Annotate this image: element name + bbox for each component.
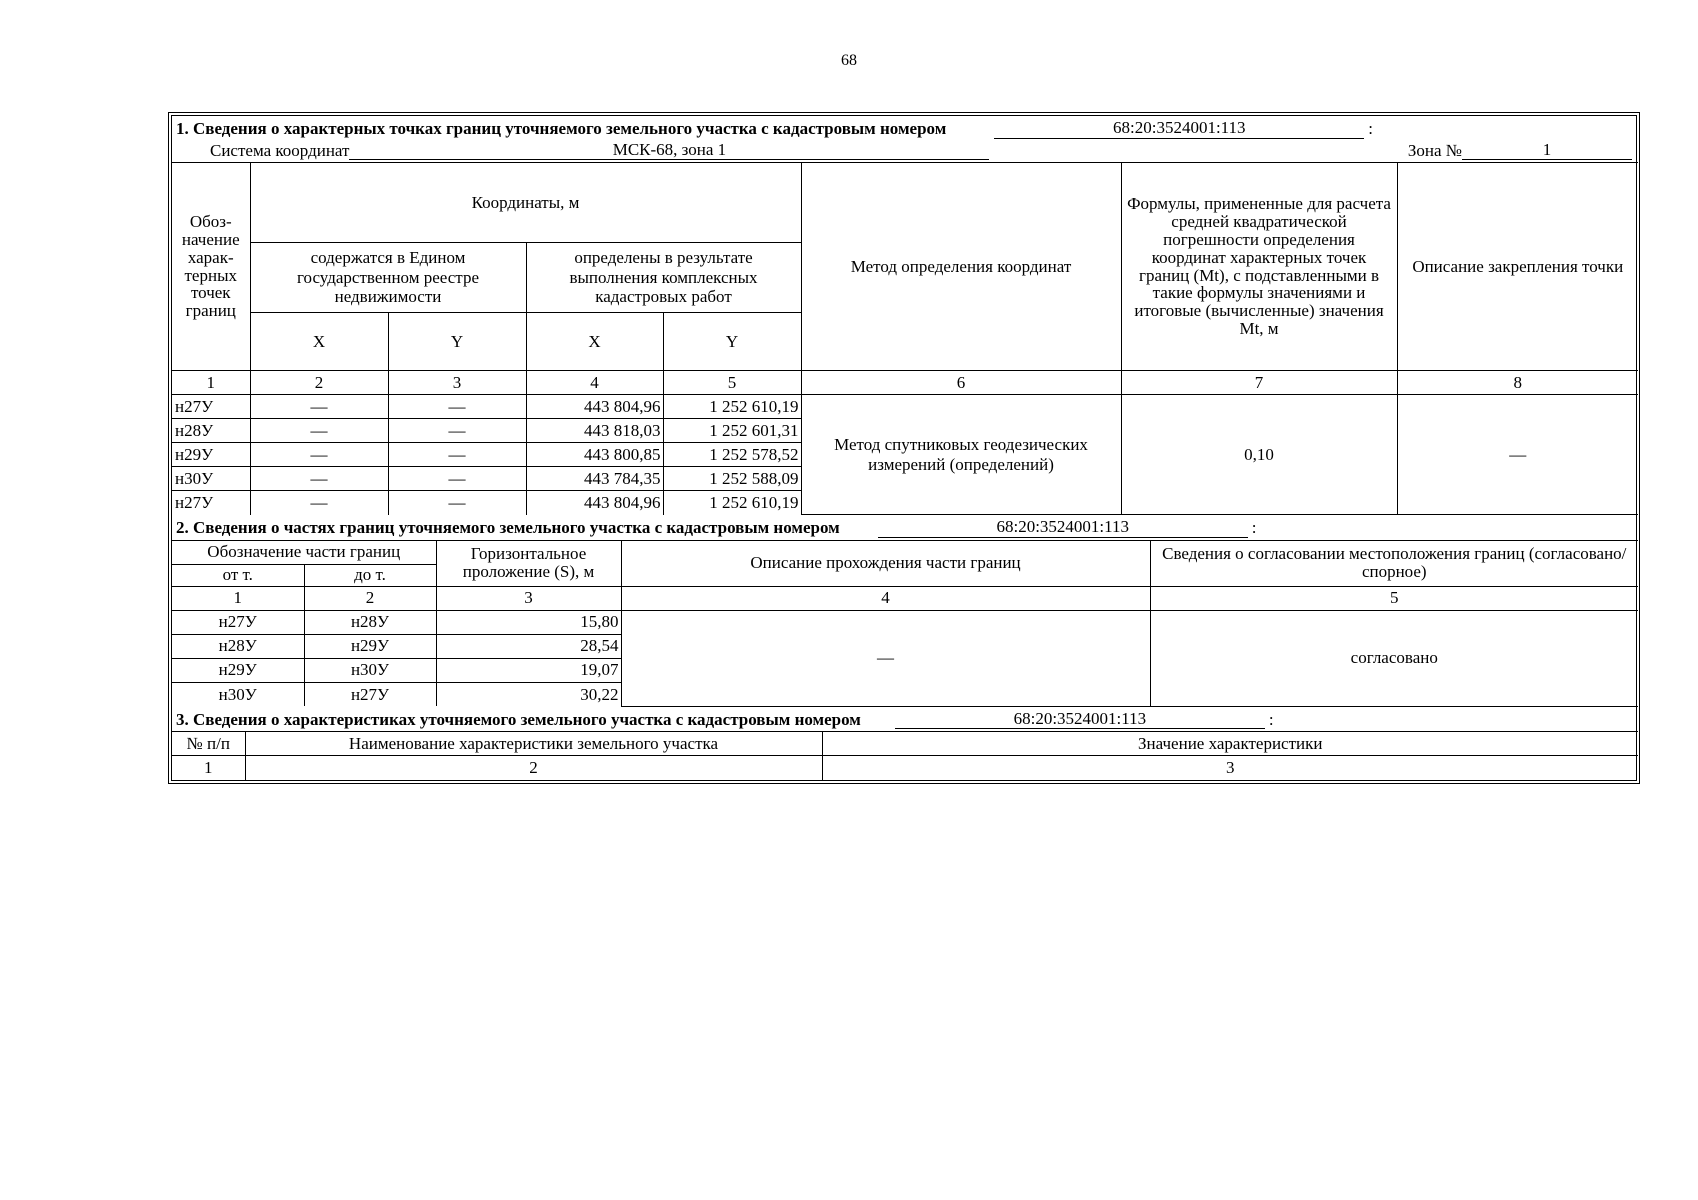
x-egrn: —: [250, 419, 388, 443]
part-length: 15,80: [436, 610, 621, 634]
x-egrn: —: [250, 491, 388, 515]
section1-colon: :: [1368, 119, 1374, 138]
part-from: н27У: [172, 610, 304, 634]
y-kkr: 1 252 588,09: [663, 467, 801, 491]
y-egrn: —: [388, 419, 526, 443]
point-name: н28У: [172, 419, 250, 443]
section1-cadastral-number: 68:20:3524001:113: [994, 118, 1364, 139]
header-x1: X: [250, 313, 388, 371]
section3-header: [172, 707, 1636, 732]
header-from: от т.: [172, 564, 304, 586]
point-name: н27У: [172, 395, 250, 419]
agreement-value: согласовано: [1150, 610, 1638, 706]
col-number: 7: [1121, 371, 1397, 395]
x-kkr: 443 804,96: [526, 395, 663, 419]
header-no: № п/п: [172, 732, 245, 756]
header-designation: Обоз- начение харак- терных точек границ: [172, 163, 250, 371]
y-kkr: 1 252 610,19: [663, 395, 801, 419]
x-kkr: 443 784,35: [526, 467, 663, 491]
col-number: 5: [663, 371, 801, 395]
section3-cadastral-number: 68:20:3524001:113: [895, 709, 1265, 730]
header-formulas: Формулы, примененные для расчета средней квадратической погрешности определения координат характерных точек границ (Mt), с подставленными в такие формулы значениями и итоговые (вычисленные) значения Mt, м: [1121, 163, 1397, 371]
header-coordinates: Координаты, м: [250, 163, 801, 243]
coord-system-label: Система координат: [210, 140, 350, 160]
header-method: Метод определения координат: [801, 163, 1121, 371]
col-number: 1: [172, 586, 304, 610]
part-from: н28У: [172, 634, 304, 658]
part-to: н28У: [304, 610, 436, 634]
part-to: н27У: [304, 682, 436, 706]
section3-table: [172, 731, 1638, 780]
x-kkr: 443 800,85: [526, 443, 663, 467]
header-x2: X: [526, 313, 663, 371]
x-egrn: —: [250, 467, 388, 491]
part-to: н29У: [304, 634, 436, 658]
section1-table: [172, 162, 1638, 515]
point-name: н30У: [172, 467, 250, 491]
section2-colon: :: [1251, 518, 1257, 538]
col-number: 8: [1397, 371, 1638, 395]
col-number: 3: [436, 586, 621, 610]
x-kkr: 443 804,96: [526, 491, 663, 515]
x-egrn: —: [250, 395, 388, 419]
header-y2: Y: [663, 313, 801, 371]
y-egrn: —: [388, 443, 526, 467]
section3-title: 3. Сведения о характеристиках уточняемого земельного участка с кадастровым номером: [176, 709, 861, 729]
part-length: 19,07: [436, 658, 621, 682]
section2-header: [172, 515, 1636, 540]
header-agreement: Сведения о согласовании местоположения границ (согласовано/спорное): [1150, 540, 1638, 586]
method-value: Метод спутниковых геодезических измерений (определений): [801, 395, 1121, 515]
part-length: 28,54: [436, 634, 621, 658]
header-name: Наименование характеристики земельного участка: [245, 732, 822, 756]
x-egrn: —: [250, 443, 388, 467]
y-kkr: 1 252 578,52: [663, 443, 801, 467]
coord-system-value: МСК-68, зона 1: [349, 140, 989, 161]
fixing-value: —: [1397, 395, 1638, 515]
table-row: [172, 395, 1638, 419]
section1-header: [172, 116, 1636, 139]
header-to: до т.: [304, 564, 436, 586]
col-number: 2: [245, 756, 822, 780]
section2-cadastral-number: 68:20:3524001:113: [878, 517, 1248, 538]
section2-title: 2. Сведения о частях границ уточняемого земельного участка с кадастровым номером: [176, 518, 840, 538]
zone-label: Зона №: [1407, 140, 1462, 160]
col-number: 3: [388, 371, 526, 395]
header-part: Обозначение части границ: [172, 540, 436, 564]
header-description: Описание прохождения части границ: [621, 540, 1150, 586]
header-egrn: содержатся в Едином государственном реестре недвижимости: [250, 243, 526, 313]
col-number: 1: [172, 756, 245, 780]
header-value: Значение характеристики: [822, 732, 1638, 756]
header-fixing: Описание закрепления точки: [1397, 163, 1638, 371]
col-number: 4: [526, 371, 663, 395]
x-kkr: 443 818,03: [526, 419, 663, 443]
part-to: н30У: [304, 658, 436, 682]
mt-value: 0,10: [1121, 395, 1397, 515]
point-name: н27У: [172, 491, 250, 515]
y-kkr: 1 252 610,19: [663, 491, 801, 515]
header-y1: Y: [388, 313, 526, 371]
point-name: н29У: [172, 443, 250, 467]
part-length: 30,22: [436, 682, 621, 706]
col-number: 5: [1150, 586, 1638, 610]
col-number: 2: [250, 371, 388, 395]
column-numbers-row: [172, 586, 1638, 610]
col-number: 3: [822, 756, 1638, 780]
col-number: 2: [304, 586, 436, 610]
col-number: 4: [621, 586, 1150, 610]
y-egrn: —: [388, 467, 526, 491]
section3-colon: :: [1268, 709, 1274, 729]
y-kkr: 1 252 601,31: [663, 419, 801, 443]
section2-table: [172, 540, 1638, 707]
column-numbers-row: [172, 756, 1638, 780]
y-egrn: —: [388, 395, 526, 419]
page-number: 68: [841, 52, 857, 69]
coord-system-row: [172, 139, 1636, 163]
cadastral-document: [171, 115, 1637, 781]
part-from: н29У: [172, 658, 304, 682]
table-row: [172, 610, 1638, 634]
section1-title: 1. Сведения о характерных точках границ уточняемого земельного участка с кадастровым номером: [176, 119, 947, 138]
zone-value: 1: [1462, 140, 1632, 161]
description-value: —: [621, 610, 1150, 706]
header-length: Горизонтальное проложение (S), м: [436, 540, 621, 586]
col-number: 1: [172, 371, 250, 395]
column-numbers-row: [172, 371, 1638, 395]
part-from: н30У: [172, 682, 304, 706]
y-egrn: —: [388, 491, 526, 515]
header-kkr: определены в результате выполнения комплексных кадастровых работ: [526, 243, 801, 313]
col-number: 6: [801, 371, 1121, 395]
